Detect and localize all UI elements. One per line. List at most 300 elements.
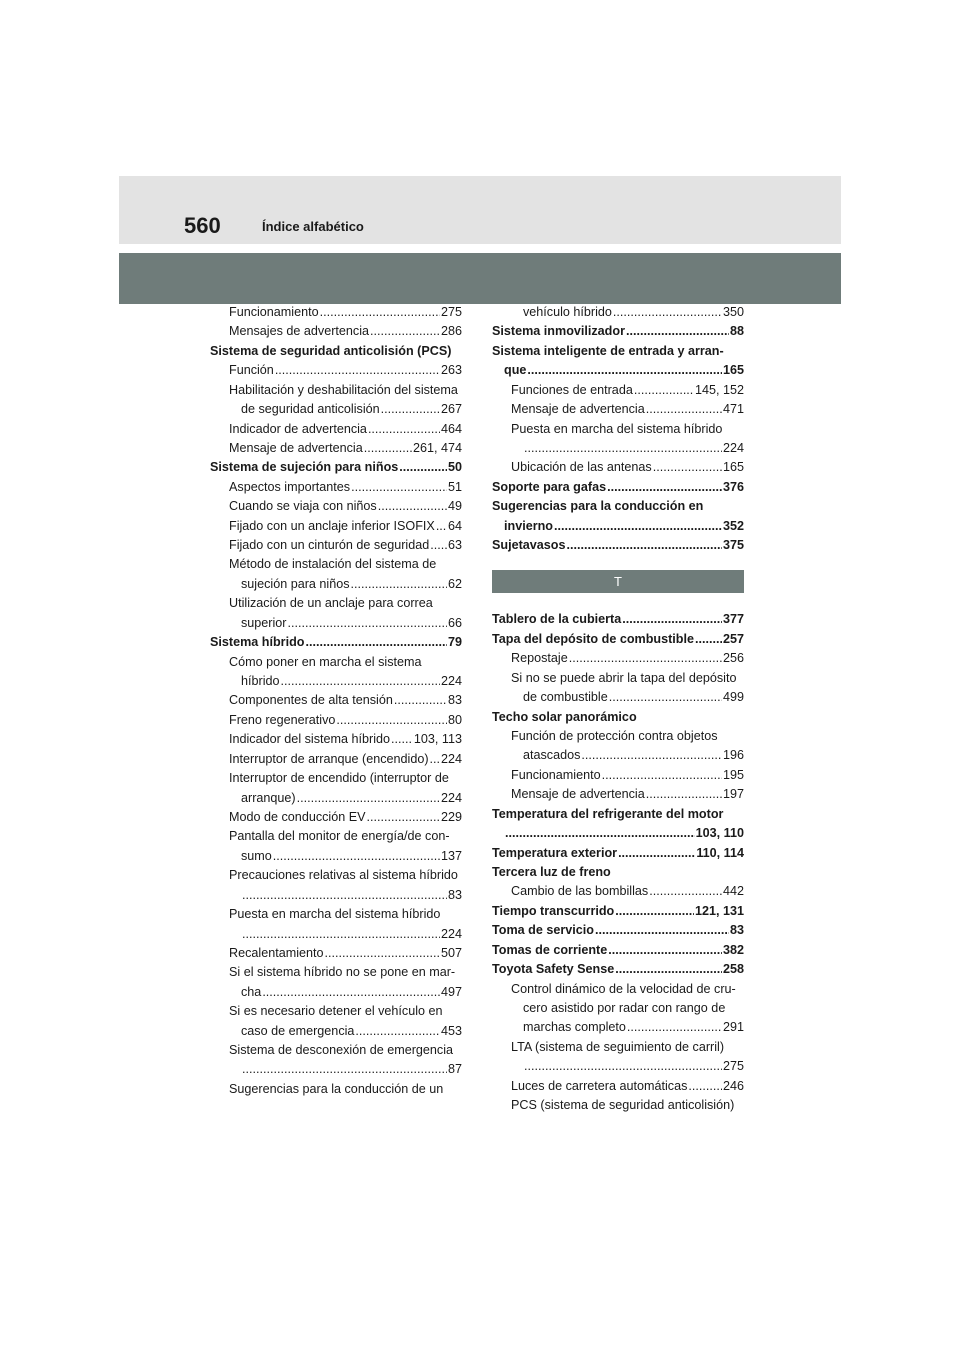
entry-line <box>229 420 462 439</box>
leader-dots <box>367 808 440 827</box>
index-list-right-bottom <box>492 610 744 1115</box>
leader-dots <box>288 614 447 633</box>
entry-text: Luces de carretera automáticas <box>511 1078 688 1093</box>
entry-line <box>229 905 462 924</box>
entry-text: Cómo poner en marcha el sistema <box>229 654 422 669</box>
leader-dots <box>695 630 722 649</box>
page-reference: 257 <box>722 631 744 646</box>
page-reference: 51 <box>447 479 462 494</box>
entry-line <box>511 999 744 1018</box>
entry-text: cero asistido por radar con rango de <box>523 1000 726 1015</box>
index-subentry <box>210 555 462 594</box>
entry-text: Sistema inmovilizador <box>492 324 625 339</box>
page-reference: 83 <box>729 923 744 938</box>
index-column-left <box>210 303 462 1099</box>
page-reference: 291 <box>722 1020 744 1035</box>
index-subentry <box>210 963 462 1002</box>
page-reference: 110, 114 <box>696 845 744 860</box>
page-reference: 499 <box>722 690 744 705</box>
entry-text: Sugerencias para la conducción de un <box>229 1081 444 1096</box>
index-subentry <box>492 400 744 419</box>
page-reference: 197 <box>722 787 744 802</box>
index-subentry <box>210 322 462 341</box>
page-reference: 80 <box>447 712 462 727</box>
index-subentry <box>492 882 744 901</box>
index-subentry <box>210 691 462 710</box>
entry-text: Mensaje de advertencia <box>511 787 645 802</box>
page-reference: 224 <box>440 790 462 805</box>
entry-line <box>492 536 744 555</box>
entry-line <box>511 649 744 668</box>
index-entry <box>210 458 462 477</box>
entry-text: Ubicación de las antenas <box>511 460 652 475</box>
entry-line <box>229 517 462 536</box>
page-reference: 49 <box>447 499 462 514</box>
entry-line <box>492 941 744 960</box>
page-reference: 263 <box>440 363 462 378</box>
index-subentry <box>210 866 462 905</box>
index-subentry <box>210 381 462 420</box>
index-subentry <box>210 944 462 963</box>
page-reference: 507 <box>440 945 462 960</box>
leader-dots <box>325 944 440 963</box>
index-subentry <box>492 1077 744 1096</box>
index-subentry <box>210 361 462 380</box>
entry-line <box>511 1057 744 1076</box>
entry-line <box>229 691 462 710</box>
entry-text: Sistema inteligente de entrada y arran- <box>492 343 724 358</box>
page-reference: 256 <box>722 651 744 666</box>
entry-line <box>511 727 744 746</box>
entry-text: Pantalla del monitor de energía/de con- <box>229 829 450 844</box>
leader-dots <box>567 536 722 555</box>
entry-text: Techo solar panorámico <box>492 709 637 724</box>
entry-text: Función <box>229 363 274 378</box>
index-subentry <box>210 439 462 458</box>
entry-line <box>492 844 744 863</box>
entry-line <box>511 458 744 477</box>
header-band <box>119 176 841 244</box>
entry-text: Soporte para gafas <box>492 479 607 494</box>
leader-dots <box>351 478 447 497</box>
entry-text: Repostaje <box>511 651 568 666</box>
page-reference: 64 <box>447 518 462 533</box>
entry-line <box>229 400 462 419</box>
entry-line <box>492 863 744 882</box>
index-subentry <box>210 1041 462 1080</box>
page-reference: 195 <box>722 767 744 782</box>
letter-section-header: T <box>492 570 744 593</box>
entry-text: Si no se puede abrir la tapa del depósito <box>511 670 737 685</box>
entry-text: Si es necesario detener el vehículo en <box>229 1004 443 1019</box>
index-entry <box>492 941 744 960</box>
leader-dots <box>622 610 722 629</box>
entry-text: Indicador del sistema híbrido <box>229 732 391 747</box>
entry-line <box>229 983 462 1002</box>
entry-text: Fijado con un cinturón de seguridad <box>229 538 430 553</box>
index-subentry <box>210 420 462 439</box>
page-reference: 87 <box>447 1062 462 1077</box>
entry-text: marchas completo <box>523 1020 626 1035</box>
index-subentry <box>210 808 462 827</box>
leader-dots <box>615 902 694 921</box>
entry-line <box>229 1022 462 1041</box>
leader-dots <box>569 649 722 668</box>
index-entry <box>492 610 744 629</box>
index-subentry <box>492 1096 744 1115</box>
leader-dots <box>505 824 695 843</box>
entry-text: Mensaje de advertencia <box>229 440 363 455</box>
leader-dots <box>275 361 440 380</box>
page-reference: 377 <box>722 612 744 627</box>
entry-text: arranque) <box>241 790 296 805</box>
index-subentry <box>210 750 462 769</box>
entry-line <box>229 478 462 497</box>
entry-text: de combustible <box>523 690 608 705</box>
entry-line <box>511 785 744 804</box>
entry-text: Fijado con un anclaje inferior ISOFIX <box>229 518 435 533</box>
entry-text: Cuando se viaja con niños <box>229 499 377 514</box>
entry-line <box>511 400 744 419</box>
entry-line <box>229 925 462 944</box>
page-reference: 88 <box>729 324 744 339</box>
leader-dots <box>391 730 413 749</box>
entry-line <box>511 688 744 707</box>
leader-dots <box>378 497 447 516</box>
entry-line <box>229 750 462 769</box>
entry-line <box>511 766 744 785</box>
index-subentry <box>492 303 744 322</box>
entry-text: Recalentamiento <box>229 945 324 960</box>
page-reference: 464 <box>440 421 462 436</box>
entry-line <box>492 824 744 843</box>
leader-dots <box>320 303 440 322</box>
page-reference: 275 <box>722 1059 744 1074</box>
index-subentry <box>210 517 462 536</box>
entry-line <box>492 342 744 361</box>
leader-dots <box>262 983 440 1002</box>
leader-dots <box>351 575 447 594</box>
entry-line <box>492 630 744 649</box>
index-subentry <box>210 769 462 808</box>
entry-line <box>229 322 462 341</box>
entry-line <box>511 1038 744 1057</box>
entry-line <box>492 708 744 727</box>
index-column-right <box>492 303 744 1115</box>
entry-line <box>511 1096 744 1115</box>
entry-line <box>229 1041 462 1060</box>
leader-dots <box>634 381 694 400</box>
entry-text: Cambio de las bombillas <box>511 884 649 899</box>
page-reference: 196 <box>722 748 744 763</box>
page-reference: 471 <box>722 402 744 417</box>
entry-line <box>511 439 744 458</box>
entry-text: Mensajes de advertencia <box>229 324 370 339</box>
page-reference: 83 <box>447 693 462 708</box>
leader-dots <box>602 766 722 785</box>
entry-text: Modo de conducción EV <box>229 809 366 824</box>
entry-line <box>229 555 462 574</box>
index-subentry <box>210 1080 462 1099</box>
page-number: 560 <box>184 213 221 238</box>
page-reference: 79 <box>447 635 462 650</box>
leader-dots <box>242 925 440 944</box>
entry-text: Tapa del depósito de combustible <box>492 631 694 646</box>
leader-dots <box>646 400 722 419</box>
index-subentry <box>210 536 462 555</box>
entry-line <box>511 420 744 439</box>
leader-dots <box>688 1077 722 1096</box>
header-gray-bar <box>119 253 841 304</box>
entry-line <box>210 458 462 477</box>
leader-dots <box>613 303 722 322</box>
index-subentry <box>210 1002 462 1041</box>
entry-text: Mensaje de advertencia <box>511 402 645 417</box>
index-list-right-top <box>492 303 744 555</box>
entry-text: Sistema de desconexión de emergencia <box>229 1043 454 1058</box>
entry-text: sumo <box>241 848 272 863</box>
entry-line <box>492 361 744 380</box>
index-subentry <box>210 478 462 497</box>
entry-line <box>229 1002 462 1021</box>
entry-line <box>229 614 462 633</box>
entry-line <box>229 303 462 322</box>
page-reference: 286 <box>440 324 462 339</box>
leader-dots <box>430 750 440 769</box>
leader-dots <box>368 420 440 439</box>
page-reference: 442 <box>722 884 744 899</box>
index-subentry <box>492 649 744 668</box>
leader-dots <box>399 458 447 477</box>
index-entry <box>492 497 744 536</box>
index-subentry <box>492 727 744 766</box>
entry-text: Función de protección contra objetos <box>511 729 718 744</box>
page-reference: 103, 113 <box>413 732 462 747</box>
entry-text: Tercera luz de freno <box>492 864 611 879</box>
entry-line <box>492 517 744 536</box>
page-reference: 50 <box>447 460 462 475</box>
page-reference: 382 <box>722 942 744 957</box>
index-subentry <box>492 420 744 459</box>
page-reference: 224 <box>440 751 462 766</box>
entry-line <box>492 610 744 629</box>
entry-text: Sistema híbrido <box>210 635 305 650</box>
entry-line <box>492 960 744 979</box>
page-reference: 165 <box>722 363 744 378</box>
leader-dots <box>554 517 722 536</box>
leader-dots <box>355 1022 440 1041</box>
entry-text: Sistema de seguridad anticolisión (PCS) <box>210 343 452 358</box>
page-reference: 453 <box>440 1023 462 1038</box>
page-reference: 261, 474 <box>412 440 462 455</box>
entry-line <box>229 594 462 613</box>
entry-line <box>511 1018 744 1037</box>
entry-text: Componentes de alta tensión <box>229 693 393 708</box>
entry-line <box>229 808 462 827</box>
entry-line <box>511 303 744 322</box>
leader-dots <box>595 921 729 940</box>
leader-dots <box>430 536 447 555</box>
entry-line <box>229 653 462 672</box>
page-reference: 350 <box>722 305 744 319</box>
entry-text: LTA (sistema de seguimiento de carril) <box>511 1039 725 1054</box>
index-subentry <box>210 905 462 944</box>
leader-dots <box>618 844 695 863</box>
section-title: Índice alfabético <box>262 219 364 234</box>
entry-text: PCS (sistema de seguridad anticolisión) <box>511 1098 735 1113</box>
entry-line <box>511 980 744 999</box>
leader-dots <box>305 633 447 652</box>
entry-text: invierno <box>504 518 553 533</box>
entry-text: Funcionamiento <box>229 305 319 319</box>
leader-dots <box>436 517 447 536</box>
entry-text: Sistema de sujeción para niños <box>210 460 399 475</box>
page-reference: 62 <box>447 576 462 591</box>
index-entry <box>492 478 744 497</box>
entry-text: sujeción para niños <box>241 576 350 591</box>
page-reference: 246 <box>722 1078 744 1093</box>
index-entry <box>492 536 744 555</box>
leader-dots <box>524 439 722 458</box>
entry-text: híbrido <box>241 674 280 689</box>
index-subentry <box>210 730 462 749</box>
index-entry <box>492 708 744 727</box>
leader-dots <box>626 322 729 341</box>
index-entry <box>492 630 744 649</box>
page-reference: 224 <box>722 440 744 455</box>
leader-dots <box>242 1060 447 1079</box>
entry-line <box>511 882 744 901</box>
entry-text: Tiempo transcurrido <box>492 903 615 918</box>
index-entry <box>492 805 744 844</box>
entry-text: Temperatura exterior <box>492 845 618 860</box>
entry-text: Aspectos importantes <box>229 479 351 494</box>
index-entry <box>210 633 462 652</box>
leader-dots <box>524 1057 722 1076</box>
entry-line <box>229 730 462 749</box>
entry-line <box>229 866 462 885</box>
entry-text: Puesta en marcha del sistema híbrido <box>229 907 441 922</box>
page-reference: 103, 110 <box>695 826 744 841</box>
index-entry <box>492 844 744 863</box>
index-entry <box>492 863 744 882</box>
index-subentry <box>210 497 462 516</box>
entry-text: vehículo híbrido <box>523 305 612 319</box>
entry-line <box>229 769 462 788</box>
leader-dots <box>297 789 440 808</box>
leader-dots <box>527 361 722 380</box>
page-reference: 229 <box>440 809 462 824</box>
entry-line <box>229 847 462 866</box>
entry-text: que <box>504 363 527 378</box>
entry-line <box>511 1077 744 1096</box>
entry-line <box>229 575 462 594</box>
entry-line <box>210 342 462 361</box>
index-subentry <box>492 1038 744 1077</box>
leader-dots <box>609 688 722 707</box>
entry-text: Freno regenerativo <box>229 712 336 727</box>
index-subentry <box>210 594 462 633</box>
entry-text: atascados <box>523 748 581 763</box>
entry-text: Control dinámico de la velocidad de cru- <box>511 981 736 996</box>
entry-line <box>229 536 462 555</box>
leader-dots <box>653 458 722 477</box>
entry-text: Interruptor de encendido (interruptor de <box>229 771 449 786</box>
entry-text: superior <box>241 615 287 630</box>
entry-line <box>229 886 462 905</box>
entry-text: Interruptor de arranque (encendido) <box>229 751 429 766</box>
index-entry <box>210 342 462 361</box>
entry-line <box>229 1080 462 1099</box>
entry-line <box>229 381 462 400</box>
entry-line <box>492 322 744 341</box>
leader-dots <box>394 691 447 710</box>
page-reference: 165 <box>722 460 744 475</box>
entry-text: cha <box>241 984 262 999</box>
entry-text: Habilitación y deshabilitación del sistema <box>229 382 458 397</box>
entry-text: Utilización de un anclaje para correa <box>229 596 433 611</box>
leader-dots <box>336 711 447 730</box>
entry-line <box>492 478 744 497</box>
entry-text: Precauciones relativas al sistema híbrido <box>229 868 458 883</box>
entry-line <box>492 921 744 940</box>
index-subentry <box>492 381 744 400</box>
page-reference: 497 <box>440 984 462 999</box>
index-entry <box>492 902 744 921</box>
index-subentry <box>492 458 744 477</box>
entry-text: Método de instalación del sistema de <box>229 557 437 572</box>
entry-line <box>511 746 744 765</box>
entry-line <box>511 381 744 400</box>
entry-text: Sugerencias para la conducción en <box>492 499 704 514</box>
entry-line <box>229 361 462 380</box>
entry-line <box>229 672 462 691</box>
index-subentry <box>210 653 462 692</box>
leader-dots <box>615 960 722 979</box>
index-subentry <box>210 303 462 322</box>
leader-dots <box>646 785 722 804</box>
page-reference: 121, 131 <box>694 903 744 918</box>
index-subentry <box>210 711 462 730</box>
entry-text: Tablero de la cubierta <box>492 612 622 627</box>
index-entry <box>492 921 744 940</box>
entry-text: Puesta en marcha del sistema híbrido <box>511 421 723 436</box>
entry-text: Tomas de corriente <box>492 942 608 957</box>
entry-line <box>229 944 462 963</box>
leader-dots <box>242 886 447 905</box>
page-reference: 83 <box>447 887 462 902</box>
page-reference: 267 <box>440 402 462 417</box>
entry-line <box>229 711 462 730</box>
entry-text: Toyota Safety Sense <box>492 962 615 977</box>
leader-dots <box>273 847 440 866</box>
entry-text: Sujetavasos <box>492 538 566 553</box>
leader-dots <box>281 672 440 691</box>
leader-dots <box>649 882 722 901</box>
entry-line <box>229 827 462 846</box>
entry-line <box>492 805 744 824</box>
entry-line <box>229 1060 462 1079</box>
entry-line <box>229 497 462 516</box>
leader-dots <box>607 478 722 497</box>
page-reference: 376 <box>722 479 744 494</box>
page-reference: 63 <box>447 538 462 553</box>
index-subentry <box>492 669 744 708</box>
index-subentry <box>492 785 744 804</box>
page-reference: 224 <box>440 926 462 941</box>
entry-text: Si el sistema híbrido no se pone en mar- <box>229 965 456 980</box>
index-subentry <box>210 827 462 866</box>
